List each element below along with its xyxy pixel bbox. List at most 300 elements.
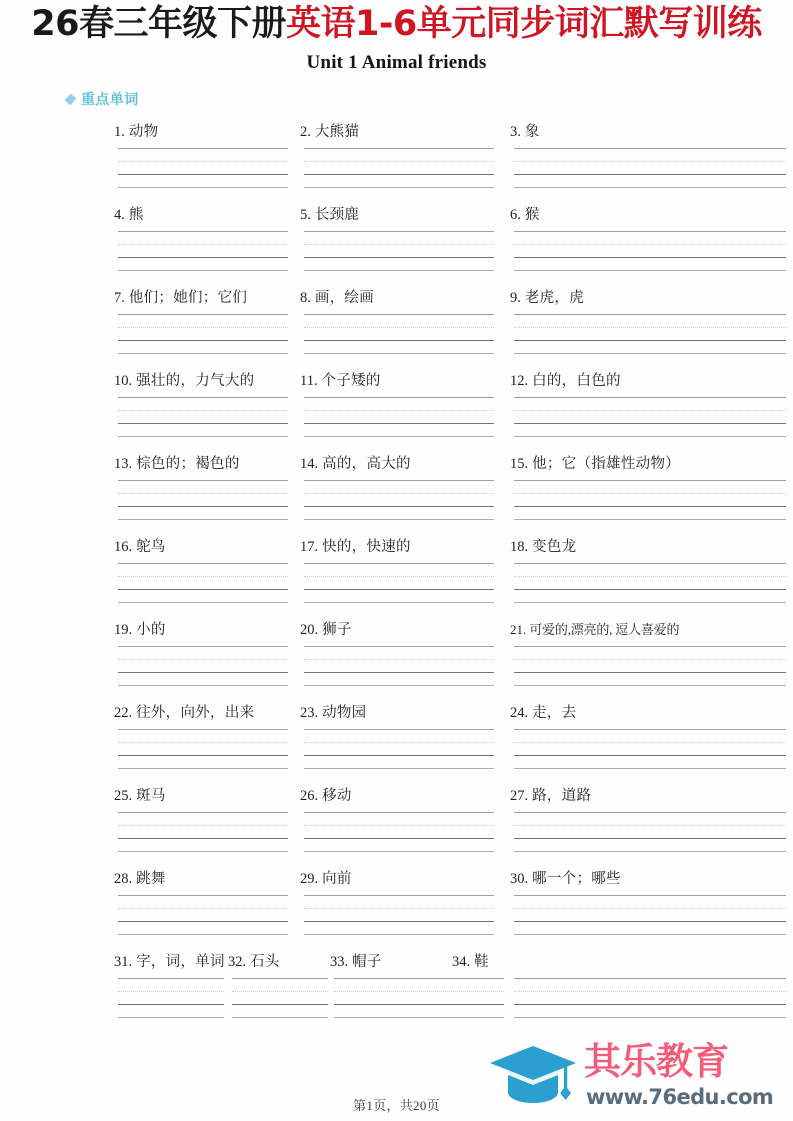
vocabulary-item-number: 27. bbox=[510, 788, 529, 804]
writing-line bbox=[514, 397, 786, 398]
writing-line bbox=[334, 1017, 504, 1018]
writing-line bbox=[514, 353, 786, 354]
vocabulary-item-text: 走，去 bbox=[532, 705, 577, 721]
vocabulary-item-label bbox=[510, 371, 785, 391]
vocabulary-item-text: 狮子 bbox=[322, 622, 352, 638]
writing-line bbox=[514, 493, 786, 494]
vocabulary-item bbox=[228, 952, 328, 972]
writing-line bbox=[118, 174, 288, 175]
vocabulary-item-text: 老虎，虎 bbox=[524, 290, 585, 306]
vocabulary-item bbox=[114, 122, 284, 142]
vocabulary-row bbox=[0, 288, 793, 371]
writing-line bbox=[514, 314, 786, 315]
writing-line bbox=[118, 908, 288, 909]
vocabulary-item-label bbox=[510, 288, 785, 308]
writing-line bbox=[118, 244, 288, 245]
writing-line bbox=[118, 436, 288, 437]
vocabulary-item-label bbox=[114, 205, 284, 225]
banner-title-red: 英语1-6单元同步词汇默写训练 bbox=[285, 4, 762, 44]
banner-title-black: 26春三年级下册 bbox=[31, 4, 286, 44]
writing-lines[interactable] bbox=[514, 231, 786, 271]
writing-line bbox=[514, 327, 786, 328]
writing-line bbox=[118, 257, 288, 258]
vocabulary-item-label bbox=[228, 952, 328, 972]
writing-line bbox=[514, 672, 786, 673]
vocabulary-item bbox=[510, 869, 785, 889]
writing-line bbox=[514, 187, 786, 188]
writing-line bbox=[118, 921, 288, 922]
writing-line bbox=[514, 257, 786, 258]
vocabulary-item-text: 往外，向外，出来 bbox=[136, 705, 255, 721]
vocabulary-row bbox=[0, 869, 793, 952]
writing-line bbox=[118, 934, 288, 935]
writing-line bbox=[514, 825, 786, 826]
vocabulary-item-number: 20. bbox=[300, 622, 319, 638]
writing-line bbox=[118, 646, 288, 647]
vocabulary-item-label bbox=[114, 288, 284, 308]
writing-line bbox=[118, 589, 288, 590]
vocabulary-item-label bbox=[114, 786, 284, 806]
vocabulary-item-text: 帽子 bbox=[352, 954, 382, 970]
vocabulary-item-label bbox=[114, 703, 284, 723]
writing-line bbox=[118, 825, 288, 826]
writing-lines[interactable] bbox=[118, 231, 288, 271]
writing-lines[interactable] bbox=[304, 314, 494, 354]
writing-lines[interactable] bbox=[514, 397, 786, 437]
vocabulary-item-label bbox=[300, 703, 490, 723]
vocabulary-item-label bbox=[114, 952, 234, 972]
vocabulary-row bbox=[0, 537, 793, 620]
writing-line bbox=[118, 353, 288, 354]
vocabulary-item-number: 33. bbox=[330, 954, 349, 970]
vocabulary-item-label bbox=[300, 205, 490, 225]
writing-line bbox=[514, 161, 786, 162]
writing-line bbox=[514, 1017, 786, 1018]
vocabulary-item-text: 跳舞 bbox=[136, 871, 166, 887]
writing-lines[interactable] bbox=[514, 729, 786, 769]
vocabulary-item bbox=[300, 371, 490, 391]
writing-line bbox=[514, 270, 786, 271]
vocabulary-item bbox=[510, 288, 785, 308]
writing-line bbox=[118, 672, 288, 673]
writing-lines[interactable] bbox=[514, 148, 786, 188]
vocabulary-item-text: 熊 bbox=[128, 207, 144, 223]
writing-line bbox=[514, 991, 786, 992]
vocabulary-item bbox=[300, 537, 490, 557]
writing-line bbox=[118, 493, 288, 494]
vocabulary-item-label bbox=[300, 786, 490, 806]
vocabulary-item-label bbox=[510, 869, 785, 889]
writing-lines[interactable] bbox=[118, 397, 288, 437]
vocabulary-item-number: 26. bbox=[300, 788, 319, 804]
vocabulary-item bbox=[510, 205, 785, 225]
vocabulary-item bbox=[330, 952, 450, 972]
vocabulary-item-number: 3. bbox=[510, 124, 521, 140]
writing-lines[interactable] bbox=[514, 895, 786, 935]
vocabulary-item bbox=[510, 537, 785, 557]
vocabulary-item-text: 斑马 bbox=[136, 788, 166, 804]
writing-line bbox=[514, 921, 786, 922]
vocabulary-item-text: 鞋 bbox=[474, 954, 489, 970]
vocabulary-item bbox=[114, 454, 284, 474]
writing-line bbox=[304, 244, 494, 245]
writing-line bbox=[118, 187, 288, 188]
writing-line bbox=[304, 161, 494, 162]
writing-lines[interactable] bbox=[514, 314, 786, 354]
vocabulary-item-number: 16. bbox=[114, 539, 133, 555]
vocabulary-row bbox=[0, 371, 793, 454]
vocabulary-item-number: 5. bbox=[300, 207, 311, 223]
writing-line bbox=[514, 755, 786, 756]
writing-line bbox=[304, 646, 494, 647]
vocabulary-item-label bbox=[510, 122, 785, 142]
vocabulary-item-label bbox=[114, 869, 284, 889]
writing-lines[interactable] bbox=[304, 895, 494, 935]
writing-line bbox=[304, 755, 494, 756]
writing-line bbox=[304, 327, 494, 328]
vocabulary-item-label bbox=[300, 537, 490, 557]
writing-line bbox=[304, 742, 494, 743]
writing-line bbox=[304, 436, 494, 437]
writing-line bbox=[118, 742, 288, 743]
vocabulary-item-number: 31. bbox=[114, 954, 133, 970]
vocabulary-item bbox=[114, 371, 284, 391]
vocabulary-item-number: 34. bbox=[452, 954, 471, 970]
writing-line bbox=[514, 1004, 786, 1005]
vocabulary-item-label bbox=[510, 786, 785, 806]
vocabulary-item-number: 7. bbox=[114, 290, 125, 306]
vocabulary-item-text: 长颈鹿 bbox=[314, 207, 360, 223]
vocabulary-item-number: 2. bbox=[300, 124, 311, 140]
vocabulary-row bbox=[0, 952, 793, 1042]
writing-line bbox=[304, 397, 494, 398]
writing-lines[interactable] bbox=[118, 895, 288, 935]
writing-line bbox=[514, 895, 786, 896]
writing-line bbox=[514, 934, 786, 935]
unit-heading: Unit 1 Animal friends bbox=[306, 52, 487, 73]
writing-line bbox=[304, 187, 494, 188]
writing-line bbox=[514, 685, 786, 686]
vocabulary-row bbox=[0, 620, 793, 703]
writing-lines[interactable] bbox=[334, 978, 504, 1018]
writing-lines[interactable] bbox=[118, 148, 288, 188]
writing-line bbox=[304, 174, 494, 175]
watermark-url-text: www.76edu.com bbox=[586, 1085, 774, 1109]
vocabulary-item-number: 13. bbox=[114, 456, 133, 472]
vocabulary-item-label bbox=[300, 288, 490, 308]
writing-line bbox=[514, 480, 786, 481]
vocabulary-row bbox=[0, 703, 793, 786]
vocabulary-item-text: 强壮的，力气大的 bbox=[136, 373, 255, 389]
vocabulary-item-text: 象 bbox=[524, 124, 540, 140]
writing-lines[interactable] bbox=[232, 978, 328, 1018]
writing-lines[interactable] bbox=[118, 729, 288, 769]
vocabulary-item bbox=[510, 454, 785, 474]
writing-line bbox=[118, 519, 288, 520]
writing-line bbox=[304, 768, 494, 769]
vocabulary-item-label bbox=[510, 205, 785, 225]
writing-line bbox=[514, 729, 786, 730]
writing-line bbox=[118, 685, 288, 686]
writing-line bbox=[514, 410, 786, 411]
vocabulary-item bbox=[300, 122, 490, 142]
writing-lines[interactable] bbox=[304, 812, 494, 852]
vocabulary-item bbox=[510, 620, 785, 640]
page-number-footer: 第1页，共20页 bbox=[353, 1098, 440, 1113]
vocabulary-item-number: 9. bbox=[510, 290, 521, 306]
vocabulary-item-text: 动物 bbox=[128, 124, 159, 140]
vocabulary-item bbox=[510, 786, 785, 806]
writing-lines[interactable] bbox=[514, 812, 786, 852]
vocabulary-item-label bbox=[300, 869, 490, 889]
writing-line bbox=[304, 410, 494, 411]
vocabulary-item-label bbox=[300, 122, 490, 142]
vocabulary-item-number: 15. bbox=[510, 456, 529, 472]
vocabulary-item-text: 石头 bbox=[250, 954, 280, 970]
writing-lines[interactable] bbox=[514, 978, 786, 1018]
writing-line bbox=[304, 423, 494, 424]
vocabulary-item-number: 11. bbox=[300, 373, 318, 389]
writing-line bbox=[118, 768, 288, 769]
writing-line bbox=[304, 895, 494, 896]
writing-line bbox=[304, 685, 494, 686]
writing-line bbox=[118, 851, 288, 852]
vocabulary-item-label bbox=[114, 454, 284, 474]
writing-line bbox=[232, 978, 328, 979]
writing-line bbox=[304, 812, 494, 813]
writing-lines[interactable] bbox=[514, 563, 786, 603]
vocabulary-item bbox=[510, 703, 785, 723]
writing-line bbox=[514, 576, 786, 577]
vocabulary-item-text: 猴 bbox=[524, 207, 540, 223]
writing-line bbox=[514, 231, 786, 232]
writing-line bbox=[304, 729, 494, 730]
writing-line bbox=[514, 851, 786, 852]
watermark-logo bbox=[488, 1040, 788, 1116]
vocabulary-item bbox=[114, 786, 284, 806]
writing-line bbox=[514, 174, 786, 175]
vocabulary-row bbox=[0, 122, 793, 205]
vocabulary-item-number: 29. bbox=[300, 871, 319, 887]
vocabulary-item-number: 30. bbox=[510, 871, 529, 887]
writing-line bbox=[118, 729, 288, 730]
vocabulary-item-text: 路，道路 bbox=[532, 788, 592, 804]
writing-lines[interactable] bbox=[304, 231, 494, 271]
writing-line bbox=[304, 353, 494, 354]
vocabulary-item-number: 12. bbox=[510, 373, 529, 389]
vocabulary-item-text: 可爱的,漂亮的, 逗人喜爱的 bbox=[529, 622, 680, 637]
vocabulary-item bbox=[300, 869, 490, 889]
writing-line bbox=[514, 506, 786, 507]
vocabulary-item-text: 大熊猫 bbox=[314, 124, 360, 140]
writing-line bbox=[118, 423, 288, 424]
vocabulary-item bbox=[114, 703, 284, 723]
vocabulary-item-text: 向前 bbox=[322, 871, 352, 887]
writing-line bbox=[118, 659, 288, 660]
writing-lines[interactable] bbox=[118, 812, 288, 852]
vocabulary-item-number: 4. bbox=[114, 207, 125, 223]
writing-line bbox=[514, 563, 786, 564]
vocabulary-item-label bbox=[510, 454, 785, 474]
writing-line bbox=[514, 340, 786, 341]
vocabulary-item-number: 19. bbox=[114, 622, 133, 638]
vocabulary-item-number: 18. bbox=[510, 539, 529, 555]
vocabulary-item-text: 动物园 bbox=[322, 705, 367, 721]
writing-line bbox=[118, 270, 288, 271]
vocabulary-item-number: 17. bbox=[300, 539, 319, 555]
writing-line bbox=[304, 480, 494, 481]
writing-lines[interactable] bbox=[118, 314, 288, 354]
vocabulary-item-label bbox=[114, 122, 284, 142]
vocabulary-item-number: 22. bbox=[114, 705, 133, 721]
vocabulary-item bbox=[114, 537, 284, 557]
writing-line bbox=[118, 327, 288, 328]
writing-line bbox=[232, 1004, 328, 1005]
writing-line bbox=[304, 851, 494, 852]
writing-line bbox=[514, 244, 786, 245]
vocabulary-item bbox=[510, 122, 785, 142]
vocabulary-item-label bbox=[114, 371, 284, 391]
watermark-brand-text: 其乐教育 bbox=[584, 1040, 728, 1083]
writing-line bbox=[118, 506, 288, 507]
writing-line bbox=[304, 231, 494, 232]
writing-line bbox=[118, 563, 288, 564]
writing-lines[interactable] bbox=[118, 978, 224, 1018]
writing-lines[interactable] bbox=[514, 480, 786, 520]
writing-line bbox=[514, 978, 786, 979]
vocabulary-item bbox=[114, 869, 284, 889]
vocabulary-item-number: 23. bbox=[300, 705, 319, 721]
writing-line bbox=[304, 825, 494, 826]
writing-line bbox=[118, 602, 288, 603]
vocabulary-item bbox=[114, 288, 284, 308]
writing-line bbox=[304, 563, 494, 564]
vocabulary-item-label bbox=[114, 620, 284, 640]
writing-line bbox=[514, 436, 786, 437]
writing-line bbox=[514, 519, 786, 520]
section-header-key-words bbox=[64, 88, 139, 110]
vocabulary-item bbox=[300, 786, 490, 806]
writing-line bbox=[304, 506, 494, 507]
writing-line bbox=[514, 602, 786, 603]
vocabulary-row bbox=[0, 205, 793, 288]
writing-lines[interactable] bbox=[304, 480, 494, 520]
writing-line bbox=[118, 148, 288, 149]
writing-line bbox=[118, 991, 224, 992]
writing-line bbox=[304, 908, 494, 909]
writing-line bbox=[232, 991, 328, 992]
writing-line bbox=[118, 397, 288, 398]
writing-line bbox=[334, 1004, 504, 1005]
writing-line bbox=[118, 895, 288, 896]
writing-line bbox=[304, 921, 494, 922]
writing-line bbox=[514, 742, 786, 743]
vocabulary-item-label bbox=[300, 454, 490, 474]
vocabulary-item bbox=[300, 620, 490, 640]
vocabulary-item-label bbox=[300, 620, 490, 640]
writing-line bbox=[514, 646, 786, 647]
writing-lines[interactable] bbox=[304, 563, 494, 603]
vocabulary-item-label bbox=[300, 371, 490, 391]
vocabulary-item-label bbox=[114, 537, 284, 557]
writing-line bbox=[304, 519, 494, 520]
vocabulary-row bbox=[0, 454, 793, 537]
vocabulary-item-text: 棕色的；褐色的 bbox=[136, 456, 240, 472]
writing-line bbox=[232, 1017, 328, 1018]
writing-line bbox=[304, 672, 494, 673]
vocabulary-item-label bbox=[510, 537, 785, 557]
writing-lines[interactable] bbox=[118, 563, 288, 603]
vocabulary-item bbox=[452, 952, 572, 972]
writing-lines[interactable] bbox=[118, 480, 288, 520]
vocabulary-item bbox=[300, 454, 490, 474]
writing-line bbox=[118, 812, 288, 813]
vocabulary-item-text: 高的，高大的 bbox=[322, 456, 411, 472]
vocabulary-item-text: 小的 bbox=[136, 622, 166, 638]
writing-line bbox=[304, 314, 494, 315]
vocabulary-item-text: 个子矮的 bbox=[321, 373, 381, 389]
writing-line bbox=[118, 480, 288, 481]
vocabulary-item-number: 24. bbox=[510, 705, 529, 721]
vocabulary-item bbox=[300, 288, 490, 308]
writing-line bbox=[304, 602, 494, 603]
writing-line bbox=[304, 270, 494, 271]
writing-line bbox=[304, 493, 494, 494]
vocabulary-item-text: 鸵鸟 bbox=[136, 539, 166, 555]
writing-line bbox=[514, 148, 786, 149]
vocabulary-item-text: 移动 bbox=[322, 788, 352, 804]
vocabulary-item-label bbox=[510, 703, 785, 723]
writing-line bbox=[514, 423, 786, 424]
writing-line bbox=[334, 991, 504, 992]
writing-line bbox=[304, 148, 494, 149]
vocabulary-item-text: 画，绘画 bbox=[314, 290, 375, 306]
vocabulary-row bbox=[0, 786, 793, 869]
vocabulary-item-number: 10. bbox=[114, 373, 133, 389]
vocabulary-item-label bbox=[330, 952, 450, 972]
writing-line bbox=[304, 659, 494, 660]
vocabulary-item bbox=[114, 952, 234, 972]
writing-line bbox=[118, 340, 288, 341]
writing-line bbox=[118, 978, 224, 979]
writing-lines[interactable] bbox=[304, 646, 494, 686]
writing-lines[interactable] bbox=[118, 646, 288, 686]
vocabulary-item-number: 8. bbox=[300, 290, 311, 306]
writing-line bbox=[304, 589, 494, 590]
vocabulary-item-text: 白的，白色的 bbox=[532, 373, 621, 389]
writing-line bbox=[304, 934, 494, 935]
writing-line bbox=[304, 838, 494, 839]
vocabulary-item-number: 6. bbox=[510, 207, 521, 223]
page-banner-title bbox=[0, 2, 793, 46]
vocabulary-item-number: 25. bbox=[114, 788, 133, 804]
writing-line bbox=[514, 768, 786, 769]
writing-lines[interactable] bbox=[304, 729, 494, 769]
writing-line bbox=[514, 838, 786, 839]
writing-line bbox=[304, 257, 494, 258]
writing-line bbox=[118, 314, 288, 315]
writing-line bbox=[304, 576, 494, 577]
vocabulary-item-number: 21. bbox=[510, 622, 527, 637]
writing-line bbox=[118, 576, 288, 577]
writing-line bbox=[514, 589, 786, 590]
section-header-label: 重点单词 bbox=[81, 92, 139, 108]
writing-lines[interactable] bbox=[304, 148, 494, 188]
writing-lines[interactable] bbox=[514, 646, 786, 686]
writing-line bbox=[304, 340, 494, 341]
vocabulary-item-text: 快的，快速的 bbox=[322, 539, 411, 555]
writing-lines[interactable] bbox=[304, 397, 494, 437]
